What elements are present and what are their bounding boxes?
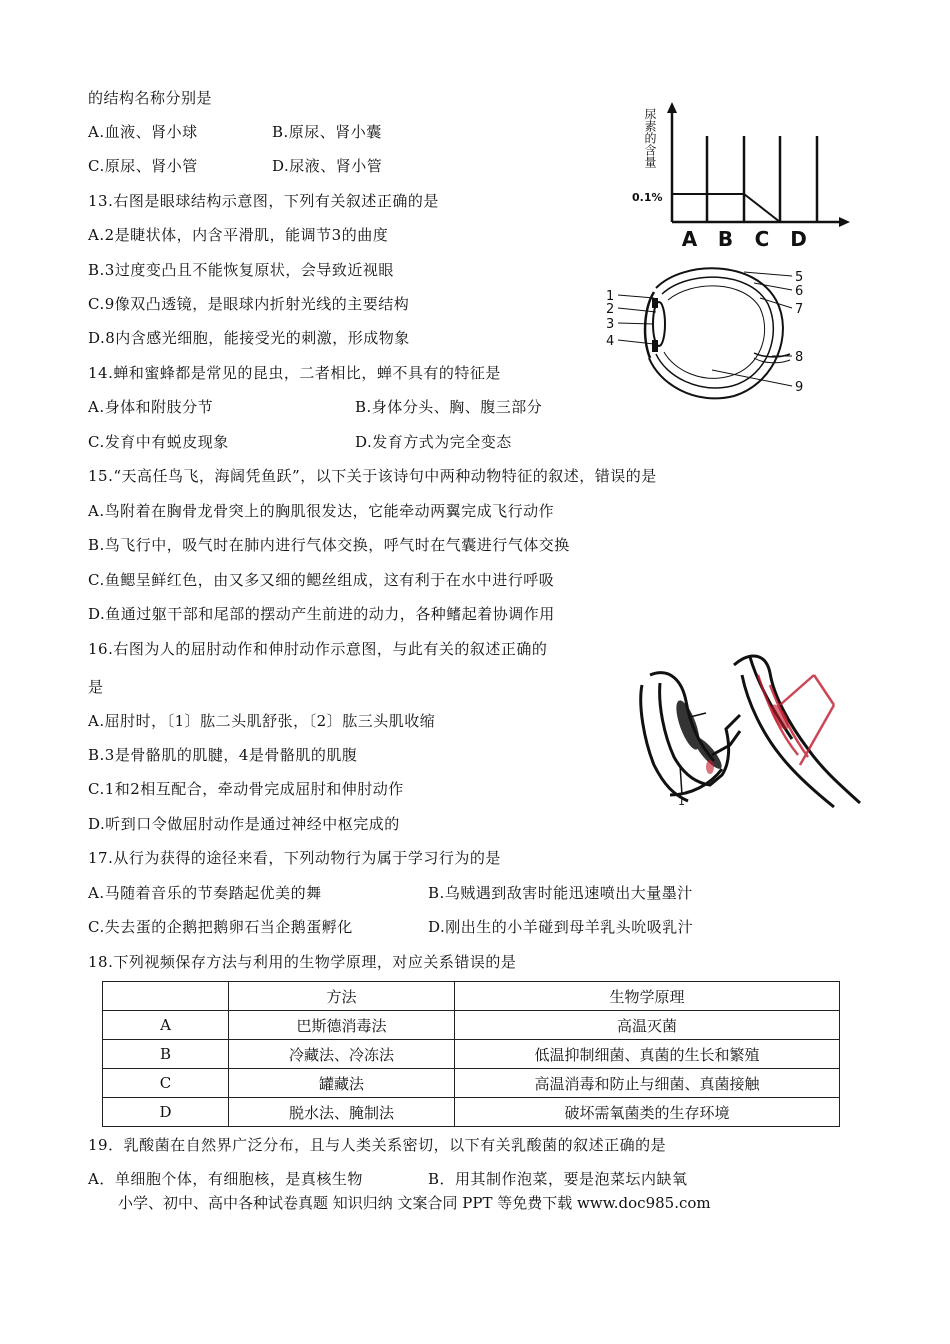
table-cell: C: [103, 1069, 229, 1098]
chart-category-label: A: [681, 227, 698, 251]
eye-label: 2: [606, 302, 615, 317]
table-cell: 脱水法、腌制法: [229, 1098, 455, 1127]
q12-option-b: B.原尿、肾小囊: [272, 123, 382, 141]
q15-option-b: B.鸟飞行中，吸气时在肺内进行气体交换，呼气时在气囊进行气体交换: [88, 536, 570, 554]
table-header: 生物学原理: [455, 982, 840, 1011]
q16-option-a: A.屈肘时，〔1〕肱二头肌舒张，〔2〕肱三头肌收缩: [88, 712, 436, 730]
q14-option-c: C.发育中有蜕皮现象: [88, 433, 229, 451]
table-cell: 罐藏法: [229, 1069, 455, 1098]
chart-ylabel: 尿素的含量: [643, 108, 657, 168]
q15-option-c: C.鱼鳃呈鲜红色，由又多又细的鳃丝组成，这有利于在水中进行呼吸: [88, 571, 555, 589]
eye-label: 4: [606, 334, 615, 349]
q19-option-a: A．单细胞个体，有细胞核，是真核生物: [88, 1170, 363, 1188]
q14-option-a: A.身体和附肢分节: [88, 398, 214, 416]
q17-option-c: C.失去蛋的企鹅把鹅卵石当企鹅蛋孵化: [88, 918, 353, 936]
table-cell: A: [103, 1011, 229, 1040]
q15-option-a: A.鸟附着在胸骨龙骨突上的胸肌很发达，它能牵动两翼完成飞行动作: [88, 502, 555, 520]
q17-option-a: A.马随着音乐的节奏踏起优美的舞: [88, 884, 322, 902]
urea-chart: [628, 100, 858, 252]
table-cell: B: [103, 1040, 229, 1069]
eyeball-diagram: [604, 258, 842, 408]
chart-category-label: D: [790, 227, 807, 251]
eye-label: 8: [795, 350, 804, 365]
arm-label: 1: [678, 795, 685, 808]
q12-option-c: C.原尿、肾小管: [88, 157, 198, 175]
table-cell: D: [103, 1098, 229, 1127]
q14-stem: 14.蝉和蜜蜂都是常见的昆虫，二者相比，蝉不具有的特征是: [88, 364, 501, 382]
q12-option-d: D.尿液、肾小管: [272, 157, 383, 175]
q17-stem: 17.从行为获得的途径来看，下列动物行为属于学习行为的是: [88, 849, 501, 867]
q18-stem: 18.下列视频保存方法与利用的生物学原理，对应关系错误的是: [88, 953, 517, 971]
eye-label: 9: [795, 380, 804, 395]
q16-stem-tail: 是: [88, 678, 104, 696]
elbow-diagram: [630, 645, 870, 820]
q13-option-a: A.2是睫状体，内含平滑肌，能调节3的曲度: [88, 226, 389, 244]
q18-table: [102, 981, 840, 1127]
q19-option-b: B．用其制作泡菜，要是泡菜坛内缺氧: [428, 1170, 688, 1188]
chart-category-label: B: [717, 227, 734, 251]
table-row: [103, 1011, 840, 1040]
table-cell: 破坏需氧菌类的生存环境: [455, 1098, 840, 1127]
eye-label: 1: [606, 289, 615, 304]
q14-option-b: B.身体分头、胸、腹三部分: [355, 398, 543, 416]
q13-stem: 13.右图是眼球结构示意图，下列有关叙述正确的是: [88, 192, 439, 210]
table-cell: 高温灭菌: [455, 1011, 840, 1040]
q12-option-a: A.血液、肾小球: [88, 123, 198, 141]
q15-stem: 15.“天高任鸟飞，海阔凭鱼跃”，以下关于该诗句中两种动物特征的叙述，错误的是: [88, 467, 657, 485]
q14-option-d: D.发育方式为完全变态: [355, 433, 512, 451]
q13-option-b: B.3过度变凸且不能恢复原状，会导致近视眼: [88, 261, 394, 279]
table-header: 方法: [229, 982, 455, 1011]
table-cell: 巴斯德消毒法: [229, 1011, 455, 1040]
table-row: [103, 1098, 840, 1127]
table-header-row: [103, 982, 840, 1011]
table-cell: 冷藏法、冷冻法: [229, 1040, 455, 1069]
page-footer: 小学、初中、高中各种试卷真题 知识归纳 文案合同 PPT 等免费下载 www.doc985.com: [118, 1194, 711, 1212]
q16-stem: 16.右图为人的屈肘动作和伸肘动作示意图，与此有关的叙述正确的: [88, 640, 548, 658]
eye-label: 6: [795, 284, 804, 299]
eye-label: 3: [606, 317, 615, 332]
q13-option-c: C.9像双凸透镜，是眼球内折射光线的主要结构: [88, 295, 410, 313]
q12-stem-tail: 的结构名称分别是: [88, 89, 213, 107]
eye-label: 5: [795, 270, 804, 285]
chart-ytick: 0.1%: [632, 191, 663, 204]
q17-option-b: B.乌贼遇到敌害时能迅速喷出大量墨汁: [428, 884, 693, 902]
q16-option-d: D.听到口令做屈肘动作是通过神经中枢完成的: [88, 815, 400, 833]
chart-level-segment-C: [744, 194, 780, 222]
table-cell: 高温消毒和防止与细菌、真菌接触: [455, 1069, 840, 1098]
table-row: [103, 1040, 840, 1069]
q13-option-d: D.8内含感光细胞，能接受光的刺激，形成物象: [88, 329, 410, 347]
q17-option-d: D.刚出生的小羊碰到母羊乳头吮吸乳汁: [428, 918, 694, 936]
q16-option-b: B.3是骨骼肌的肌腱，4是骨骼肌的肌腹: [88, 746, 358, 764]
table-row: [103, 1069, 840, 1098]
chart-category-label: C: [754, 227, 770, 251]
q16-option-c: C.1和2相互配合，牵动骨完成屈肘和伸肘动作: [88, 780, 404, 798]
q19-stem: 19．乳酸菌在自然界广泛分布，且与人类关系密切，以下有关乳酸菌的叙述正确的是: [88, 1136, 667, 1154]
q15-option-d: D.鱼通过躯干部和尾部的摆动产生前进的动力，各种鳍起着协调作用: [88, 605, 555, 623]
eye-label: 7: [795, 302, 804, 317]
table-header: [103, 982, 229, 1011]
table-cell: 低温抑制细菌、真菌的生长和繁殖: [455, 1040, 840, 1069]
